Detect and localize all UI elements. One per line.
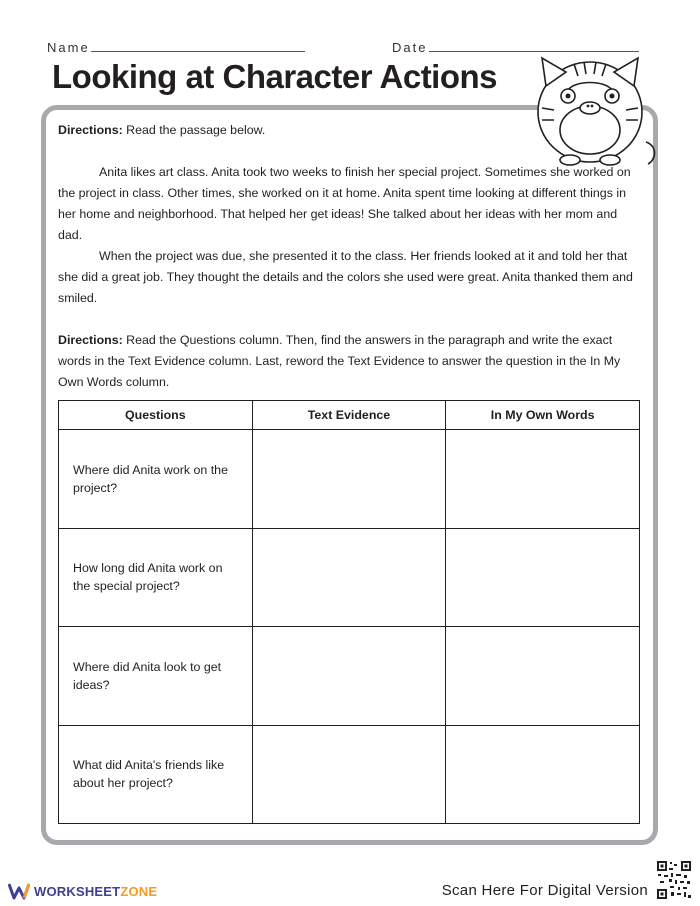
text-evidence-cell[interactable] [252,627,446,726]
header-questions: Questions [59,401,253,430]
text-evidence-cell[interactable] [252,528,446,627]
question-cell: Where did Anita look to get ideas? [59,627,253,726]
own-words-cell[interactable] [446,725,640,824]
directions-questions [58,330,640,393]
text-evidence-cell[interactable] [252,430,446,529]
table-row [59,725,640,824]
name-label: Name [47,40,90,55]
table-row [59,627,640,726]
name-field-line[interactable] [91,51,305,52]
question-cell: What did Anita's friends like about her project? [59,725,253,824]
passage-paragraph-2: When the project was due, she presented it to the class. Her friends looked at it and told her that she did a great job. They thought the details and the colors she used were great. Anita thanked them and smiled. [58,249,633,305]
brand-main: WORKSHEET [34,883,121,899]
directions-text: Read the passage below. [122,123,266,137]
header-text-evidence: Text Evidence [252,401,446,430]
header-in-my-own-words: In My Own Words [446,401,640,430]
directions-label: Directions: [58,123,123,137]
page-title: Looking at Character Actions [52,58,498,95]
question-cell: How long did Anita work on the special project? [59,528,253,627]
qr-code-icon[interactable] [656,860,692,900]
own-words-cell[interactable] [446,528,640,627]
passage-section [58,120,640,393]
table-row [59,528,640,627]
own-words-cell[interactable] [446,430,640,529]
question-cell: Where did Anita work on the project? [59,430,253,529]
worksheetzone-logo[interactable] [8,880,157,902]
passage-paragraph-1: Anita likes art class. Anita took two weeks to finish her special project. Sometimes she worked on the project in class. Other times, she worked on it at home. Anita spent time looking at different things in her home and neighborhood. That helped her get ideas! She talked about her ideas with her mom and dad. [58,165,631,242]
text-evidence-cell[interactable] [252,725,446,824]
brand-accent: ZONE [120,883,158,899]
directions-label: Directions: [58,333,123,347]
directions-passage [58,120,640,141]
own-words-cell[interactable] [446,627,640,726]
table-header-row [59,401,640,430]
directions-text: Read the Questions column. Then, find the answers in the paragraph and write the exact words in the Text Evidence column. Last, reword the Text Evidence to answer the question in the In My Own Words column. [58,333,621,389]
scan-text: Scan Here For Digital Version [441,882,648,899]
brand-name [34,884,157,899]
date-label: Date [392,40,428,55]
table-row [59,430,640,529]
w-logo-icon [8,882,30,900]
questions-table [58,400,640,824]
